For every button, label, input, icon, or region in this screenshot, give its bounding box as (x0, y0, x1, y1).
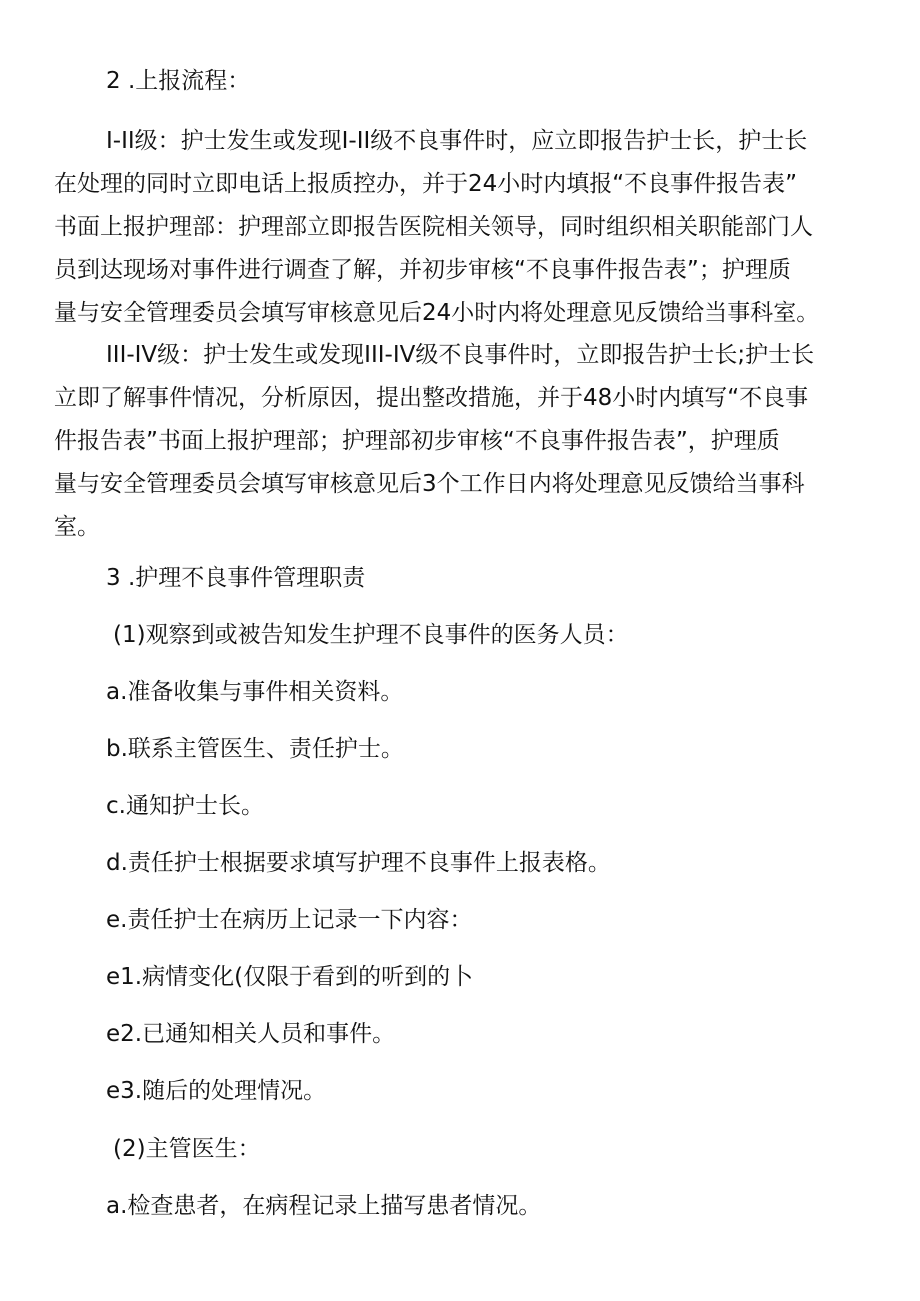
list-item: a.准备收集与事件相关资料。 (106, 679, 404, 705)
list-item: d.责任护士根据要求填写护理不良事件上报表格。 (106, 850, 611, 876)
list-item: c.通知护士长。 (106, 793, 264, 819)
paragraph-2-line-2: 立即了解事件情况，分析原因，提出整改措施，并于48小时内填写“不良事 (54, 385, 809, 411)
list-item: e2.已通知相关人员和事件。 (106, 1021, 396, 1047)
paragraph-1-line-1: I-II级：护士发生或发现I-II级不良事件时，应立即报告护士长，护士长 (106, 128, 808, 154)
paragraph-1-line-5: 量与安全管理委员会填写审核意见后24小时内将处理意见反馈给当事科室。 (54, 300, 820, 326)
list-item: e1.病情变化(仅限于看到的听到的卜 (106, 964, 474, 990)
section-3-heading: 3 .护理不良事件管理职责 (106, 565, 366, 591)
list-item: e3.随后的处理情况。 (106, 1078, 327, 1104)
subsection-2-heading: (2)主管医生： (113, 1136, 261, 1162)
paragraph-1-line-2: 在处理的同时立即电话上报质控办，并于24小时内填报“不良事件报告表” (54, 171, 798, 197)
paragraph-2-line-5: 室。 (54, 514, 100, 540)
list-item: b.联系主管医生、责任护士。 (106, 736, 404, 762)
subsection-1-heading: (1)观察到或被告知发生护理不良事件的医务人员： (113, 622, 629, 648)
list-item: a.检查患者，在病程记录上描写患者情况。 (106, 1193, 542, 1219)
paragraph-2-line-3: 件报告表”书面上报护理部；护理部初步审核“不良事件报告表”，护理质 (54, 428, 780, 454)
paragraph-2-line-4: 量与安全管理委员会填写审核意见后3个工作日内将处理意见反馈给当事科 (54, 471, 805, 497)
paragraph-1-line-3: 书面上报护理部：护理部立即报告医院相关领导，同时组织相关职能部门人 (54, 214, 813, 240)
section-2-heading: 2 .上报流程： (106, 68, 251, 94)
paragraph-2-line-1: III-IV级：护士发生或发现III-IV级不良事件时，立即报告护士长;护士长 (106, 342, 815, 368)
paragraph-1-line-4: 员到达现场对事件进行调查了解，并初步审核“不良事件报告表”；护理质 (54, 257, 791, 283)
list-item: e.责任护士在病历上记录一下内容： (106, 907, 473, 933)
